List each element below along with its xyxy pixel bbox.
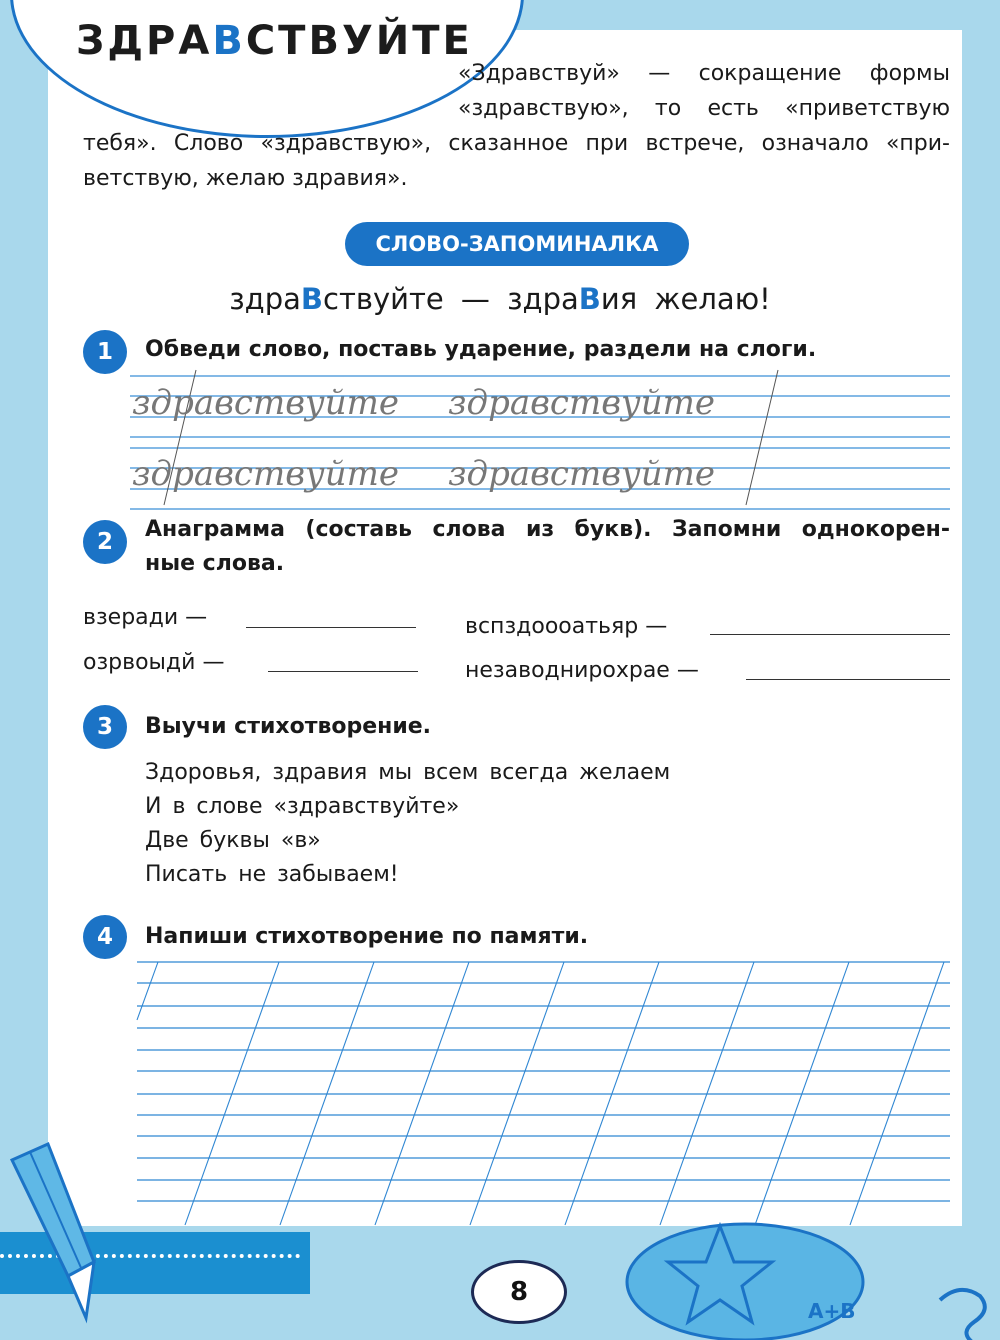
poem-line: Писать не забываем! bbox=[145, 862, 399, 887]
memo-part: ствуйте bbox=[323, 282, 444, 316]
trace-word: здравствуйте bbox=[132, 383, 399, 423]
memo-label: СЛОВО-ЗАПОМИНАЛКА bbox=[345, 222, 689, 266]
poem-line: Здоровья, здравия мы всем всегда желаем bbox=[145, 760, 671, 785]
poem-line: И в слове «здравствуйте» bbox=[145, 794, 460, 819]
task-1-text: Обведи слово, поставь ударение, раздели на слоги. bbox=[145, 337, 817, 362]
task-2-line-1: Анаграмма (составь слова из букв). Запомни однокорен- bbox=[145, 517, 950, 542]
anagram-word: взеради bbox=[83, 605, 179, 630]
memo-part: ия bbox=[600, 282, 638, 316]
anagram-dash: — bbox=[645, 614, 668, 639]
pencil-icon bbox=[12, 1144, 94, 1318]
anagram-word: незаводнирохрае bbox=[465, 658, 670, 683]
badge-text: А+В bbox=[808, 1299, 856, 1323]
task-4-text: Напиши стихотворение по памяти. bbox=[145, 924, 589, 949]
memo-part: здра bbox=[229, 282, 301, 316]
intro-line-4: ветствую, желаю здравия». bbox=[83, 166, 408, 191]
anagram-dash: — bbox=[185, 605, 208, 630]
memo-dash: — bbox=[460, 282, 490, 316]
title-accent-letter: В bbox=[212, 18, 246, 64]
title-part-2: СТВУЙТЕ bbox=[245, 18, 473, 64]
intro-line-1: «Здравствуй» — сокращение формы bbox=[458, 61, 950, 86]
task-number-3: 3 bbox=[83, 705, 127, 749]
memo-part: желаю! bbox=[654, 282, 771, 316]
intro-line-3: тебя». Слово «здравствую», сказанное при встрече, означало «при- bbox=[83, 131, 950, 156]
task-number-2: 2 bbox=[83, 520, 127, 564]
memo-accent-letter: В bbox=[578, 282, 601, 316]
title-part-1: ЗДРА bbox=[76, 18, 213, 64]
task-3-text: Выучи стихотворение. bbox=[145, 714, 432, 739]
anagram-word: озрвоыдй bbox=[83, 650, 196, 675]
memo-part: здра bbox=[507, 282, 579, 316]
anagram-word: вспздоооатьяр bbox=[465, 614, 639, 639]
page-number: 8 bbox=[471, 1260, 567, 1324]
task-2-line-2: ные слова. bbox=[145, 551, 285, 576]
task-number-1: 1 bbox=[83, 330, 127, 374]
intro-line-2: «здравствую», то есть «приветствую bbox=[458, 96, 950, 121]
trace-word: здравствуйте bbox=[448, 454, 715, 494]
swirl-icon bbox=[940, 1290, 985, 1340]
poem-line: Две буквы «в» bbox=[145, 828, 321, 853]
anagram-dash: — bbox=[202, 650, 225, 675]
star-badge-icon bbox=[627, 1224, 863, 1340]
anagram-dash: — bbox=[676, 658, 699, 683]
task-number-4: 4 bbox=[83, 915, 127, 959]
memo-accent-letter: В bbox=[300, 282, 324, 316]
trace-word: здравствуйте bbox=[448, 383, 715, 423]
trace-word: здравствуйте bbox=[132, 454, 399, 494]
